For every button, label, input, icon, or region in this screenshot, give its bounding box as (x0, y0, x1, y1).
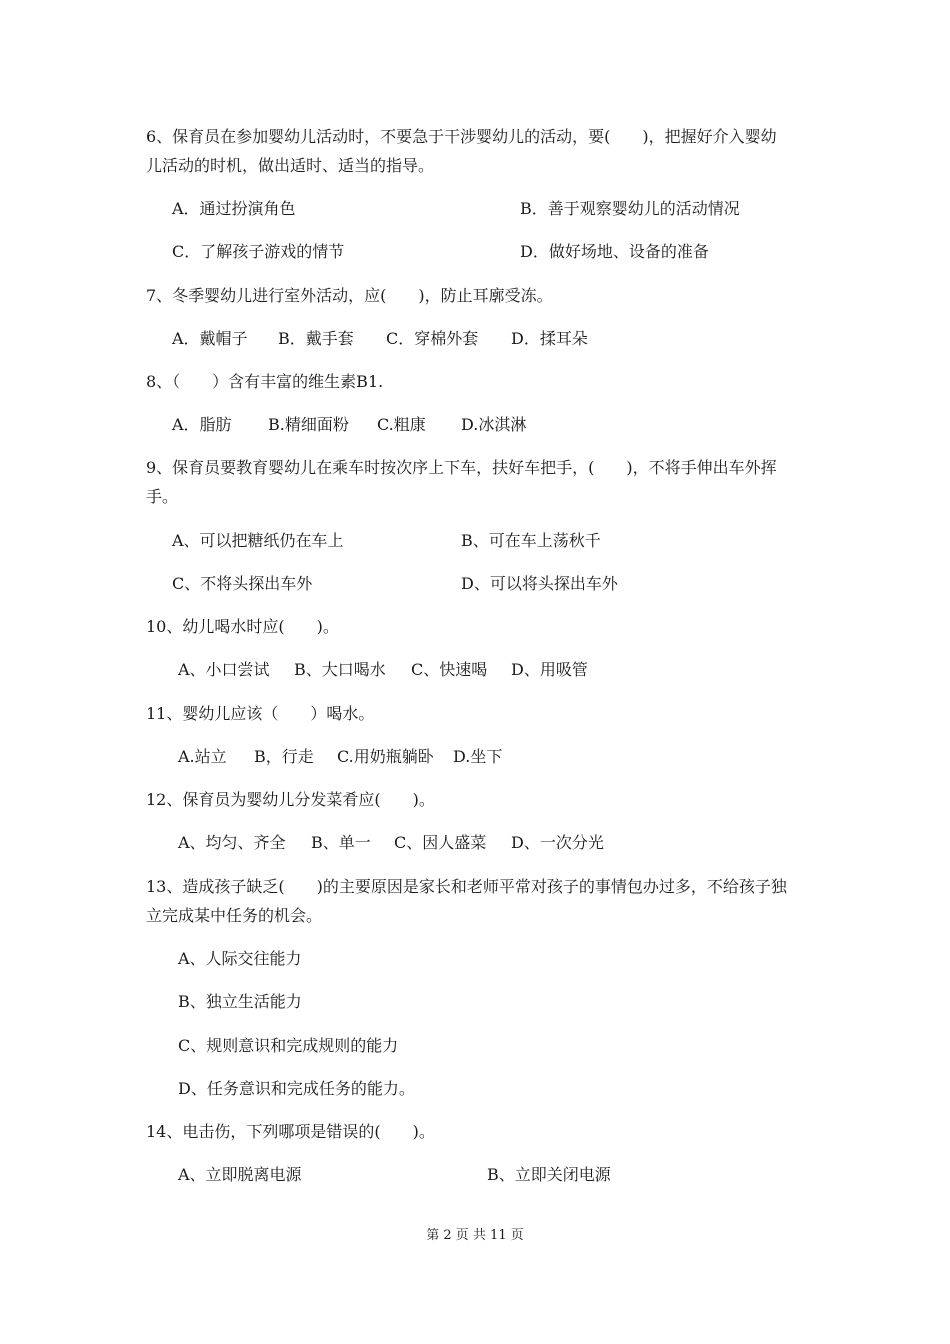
q9-option-d: D、可以将头探出车外 (461, 574, 618, 593)
q12-option-a: A、均匀、齐全 (178, 833, 286, 852)
q11-option-d: D.坐下 (453, 747, 503, 766)
q7-option-a: A．戴帽子 (172, 329, 248, 348)
q12-stem: 12、保育员为婴幼儿分发菜肴应( )。 (146, 790, 435, 809)
q13-option-b: B、独立生活能力 (178, 992, 302, 1011)
q10-stem: 10、幼儿喝水时应( )。 (146, 617, 339, 636)
q9-option-b: B、可在车上荡秋千 (461, 531, 601, 550)
q7-option-d: D．揉耳朵 (511, 329, 588, 348)
q9-option-c: C、不将头探出车外 (172, 574, 313, 593)
q10-option-d: D、用吸管 (511, 660, 588, 679)
q9-option-a: A、可以把糖纸仍在车上 (172, 531, 344, 550)
q14-option-b: B、立即关闭电源 (487, 1165, 611, 1184)
q13-option-c: C、规则意识和完成规则的能力 (178, 1036, 399, 1055)
q10-option-b: B、大口喝水 (294, 660, 386, 679)
q13-stem-line2: 立完成某中任务的机会。 (146, 906, 323, 925)
q6-option-d: D．做好场地、设备的准备 (520, 242, 709, 261)
q6-option-b: B．善于观察婴幼儿的活动情况 (520, 199, 740, 218)
q7-option-c: C．穿棉外套 (386, 329, 479, 348)
q11-option-b: B，行走 (254, 747, 314, 766)
q6-stem-line2: 儿活动的时机，做出适时、适当的指导。 (146, 156, 435, 175)
q12-option-b: B、单一 (311, 833, 371, 852)
q6-option-a: A．通过扮演角色 (172, 199, 296, 218)
q11-option-a: A.站立 (178, 747, 227, 766)
q11-option-c: C.用奶瓶躺卧 (337, 747, 434, 766)
q11-stem: 11、婴幼儿应该（ ）喝水。 (146, 704, 375, 723)
q13-stem-line1: 13、造成孩子缺乏( )的主要原因是家长和老师平常对孩子的事情包办过多，不给孩子独 (146, 877, 787, 896)
q7-option-b: B．戴手套 (278, 329, 354, 348)
q13-option-a: A、人际交往能力 (178, 949, 302, 968)
q8-option-d: D.冰淇淋 (461, 415, 527, 434)
q13-option-d: D、任务意识和完成任务的能力。 (178, 1079, 415, 1098)
q10-option-a: A、小口尝试 (178, 660, 270, 679)
q8-option-c: C.粗康 (377, 415, 426, 434)
q7-stem: 7、冬季婴幼儿进行室外活动，应( )，防止耳廓受冻。 (146, 286, 553, 305)
q6-stem-line1: 6、保育员在参加婴幼儿活动时，不要急于干涉婴幼儿的活动，要( )，把握好介入婴幼 (146, 127, 777, 146)
q9-stem-line1: 9、保育员要教育婴幼儿在乘车时按次序上下车，扶好车把手，( )，不将手伸出车外挥 (146, 458, 777, 477)
q9-stem-line2: 手。 (146, 487, 179, 506)
page-number-footer: 第 2 页 共 11 页 (426, 1228, 524, 1243)
q14-stem: 14、电击伤，下列哪项是错误的( )。 (146, 1122, 435, 1141)
q8-stem: 8、（ ）含有丰富的维生素B1. (146, 372, 384, 391)
q14-option-a: A、立即脱离电源 (178, 1165, 302, 1184)
q12-option-d: D、一次分光 (511, 833, 604, 852)
q12-option-c: C、因人盛菜 (394, 833, 487, 852)
q10-option-c: C、快速喝 (411, 660, 488, 679)
q8-option-b: B.精细面粉 (268, 415, 349, 434)
q8-option-a: A．脂肪 (172, 415, 232, 434)
q6-option-c: C．了解孩子游戏的情节 (172, 242, 345, 261)
